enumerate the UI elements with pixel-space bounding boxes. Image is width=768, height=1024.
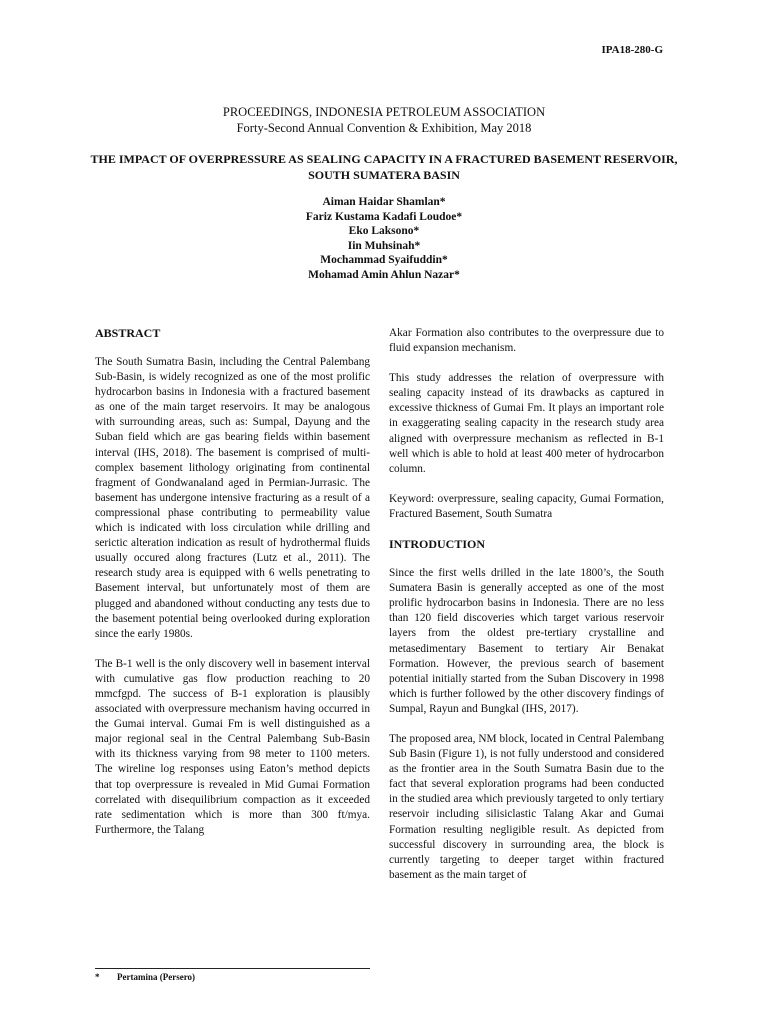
left-column bbox=[95, 326, 370, 853]
abstract-paragraph: The South Sumatra Basin, including the Central Palembang Sub-Basin, is widely recognized as one of the most prolific hydrocarbon basins in Indonesia with a fractured basement as one of the main target reservoirs. It may be analogous with surrounding areas, such as: Sumpal, Dayung and the Suban field which are gas bearing fields within basement interval (IHS, 2018). The basement is comprised of multi-complex basement lithology originating from continental fragment of Gondwanaland aged in Permian-Jurrasic. The basement has undergone intensive fracturing as a result of a compressional phase contributing to permeability value which is indicated with loss circulation while drilling and serictic alteration indication as result of hydrothermal fluids usually occured along fractures (Lutz et al., 2011). The research study area is equipped with 6 wells penetrating to Basement interval, but unfortunately most of them are plugged and abandoned without conducting any tests due to the basement potential being overlooked during exploration since the early 1980s. bbox=[95, 356, 370, 640]
paper-title: THE IMPACT OF OVERPRESSURE AS SEALING CAPACITY IN A FRACTURED BASEMENT RESERVOIR, SOUTH SUMATERA BASIN bbox=[90, 152, 678, 182]
author-list bbox=[0, 195, 768, 283]
abstract-paragraph: Akar Formation also contributes to the overpressure due to fluid expansion mechanism. bbox=[389, 327, 664, 355]
proceedings-name: PROCEEDINGS, INDONESIA PETROLEUM ASSOCIATION bbox=[222, 105, 546, 119]
right-column bbox=[389, 326, 664, 898]
abstract-paragraph: The B-1 well is the only discovery well in basement interval with cumulative gas flow production reaching to 20 mmcfgpd. The success of B-1 exploration is plausibly associated with overpressure mechanism having occurred in the Gumai interval. Gumai Fm is well distinguished as a major regional seal in the Central Palembang Sub-Basin with its thickness varying from 98 meter to 1100 meters. The wireline log responses using Eaton’s method depicts that top overpressure is revealed in Mid Gumai Formation correlated with disequilibrium compaction as it exceeded rate sedimentation which is more than 300 ft/mya. Furthermore, the Talang bbox=[95, 657, 370, 836]
keywords: Keyword: overpressure, sealing capacity, Gumai Formation, Fractured Basement, South Sumatra bbox=[389, 492, 664, 520]
author: Fariz Kustama Kadafi Loudoe* bbox=[305, 210, 463, 223]
convention-line: Forty-Second Annual Convention & Exhibition, May 2018 bbox=[236, 121, 532, 135]
author: Mochammad Syaifuddin* bbox=[320, 254, 448, 267]
author: Aiman Haidar Shamlan* bbox=[322, 196, 446, 208]
author: Iin Muhsinah* bbox=[347, 239, 421, 252]
introduction-heading: INTRODUCTION bbox=[389, 537, 486, 552]
author: Eko Laksono* bbox=[348, 225, 420, 238]
footnote-mark: * bbox=[95, 972, 100, 982]
introduction-paragraph: The proposed area, NM block, located in Central Palembang Sub Basin (Figure 1), is not fully understood and considered as the frontier area in the South Sumatra Basin due to the fact that several exploration programs had been conducted in the studied area which previously targeted to only tertiary reservoir including silisiclastic Talang Akar and Gumai Formation resulting negligible result. As depicted from successful discovery in surrounding area, the block is currently targeting to deeper target within fractured basement as the main target of bbox=[389, 732, 664, 881]
abstract-heading: ABSTRACT bbox=[95, 326, 161, 340]
introduction-paragraph: Since the first wells drilled in the late 1800’s, the South Sumatera Basin is generally accepted as one of the most prolific hydrocarbon basins in Indonesia. There are no less than 120 field discoveries which target various reservoir layers from the oldest pre-tertiary crystalline and metasedimentary Basement to tertiary Air Benakat Formation. However, the previous search of basement potential initially started from the Suban Discovery in 1998 which is further followed by the other discovery findings of Sumpal, Rayun and Bungkal (IHS, 2017). bbox=[389, 567, 664, 715]
abstract-paragraph: This study addresses the relation of overpressure with sealing capacity instead of its drawbacks as captured in excessive thickness of Gumai Fm. It plays an important role in exaggerating sealing capacity in the research study area aligned with overpressure mechanism as reflected in B-1 well which is able to hold at least 400 meter of hydrocarbon column. bbox=[389, 372, 664, 475]
proceedings-header bbox=[0, 104, 768, 136]
author: Mohamad Amin Ahlun Nazar* bbox=[308, 268, 460, 281]
footnote-divider bbox=[95, 968, 370, 969]
paper-id: IPA18-280-G bbox=[601, 44, 663, 56]
footnote bbox=[95, 972, 195, 982]
footnote-text: Pertamina (Persero) bbox=[117, 972, 196, 982]
